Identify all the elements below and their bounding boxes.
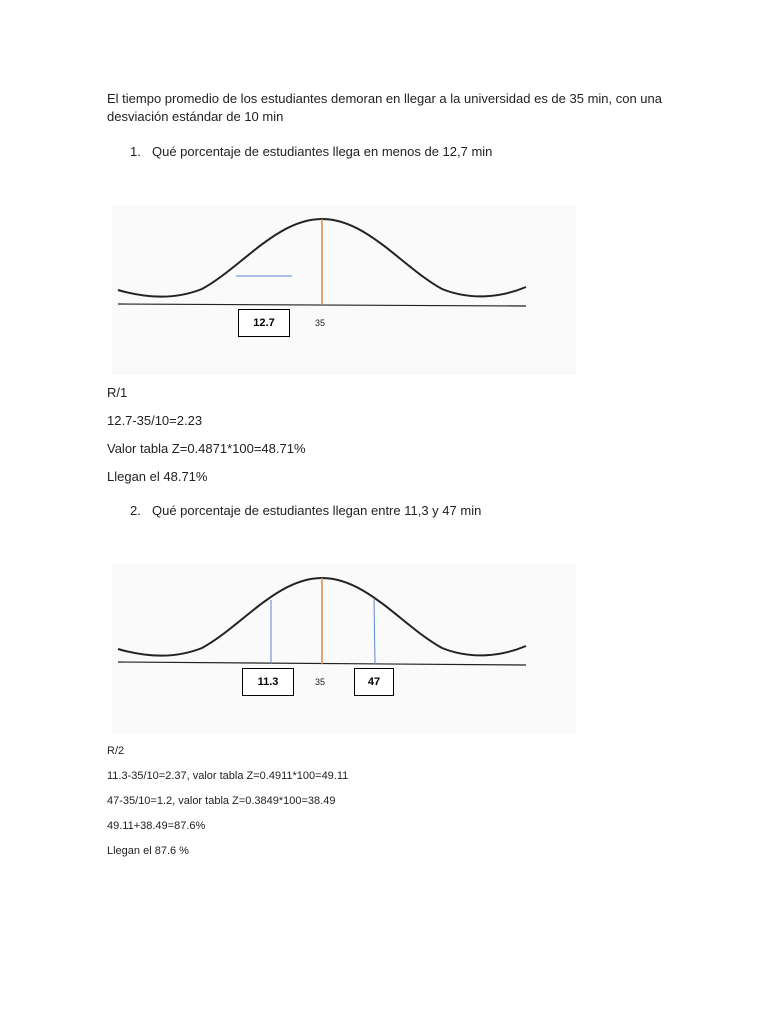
mean-label: 35 (315, 677, 326, 687)
answer-1-line-3: Valor tabla Z=0.4871*100=48.71% (107, 441, 306, 456)
problem-statement: El tiempo promedio de los estudiantes demoran en llegar a la universidad es de 35 min, con una desviación estándar de 10 min (107, 91, 663, 124)
question-1 (130, 144, 492, 159)
question-1-number: 1. (130, 144, 141, 159)
answer-1-line-4: Llegan el 48.71% (107, 469, 208, 484)
answer-1-line-2: 12.7-35/10=2.23 (107, 413, 203, 428)
normal-curve-figure-2 (112, 564, 576, 734)
question-2-number: 2. (130, 503, 141, 518)
answer-1-line-1: R/1 (107, 385, 128, 400)
right-marker-line (374, 598, 375, 664)
question-1-text: Qué porcentaje de estudiantes llega en menos de 12,7 min (152, 144, 493, 159)
answer-2-line-4: 49.11+38.49=87.6% (107, 820, 206, 832)
question-2 (130, 503, 481, 518)
answer-2-line-1: R/2 (107, 745, 125, 757)
value-box-12-7: 12.7 (238, 309, 290, 337)
answer-2-line-5: Llegan el 87.6 % (107, 845, 189, 857)
value-box-11-3: 11.3 (242, 668, 294, 696)
answer-2-line-3: 47-35/10=1.2, valor tabla Z=0.3849*100=38.49 (107, 795, 336, 807)
question-2-text: Qué porcentaje de estudiantes llegan entre 11,3 y 47 min (152, 503, 482, 518)
normal-curve-figure-1 (112, 205, 576, 375)
value-box-47: 47 (354, 668, 394, 696)
mean-label: 35 (315, 318, 326, 328)
answer-2-line-2: 11.3-35/10=2.37, valor tabla Z=0.4911*100=49.11 (107, 770, 349, 782)
